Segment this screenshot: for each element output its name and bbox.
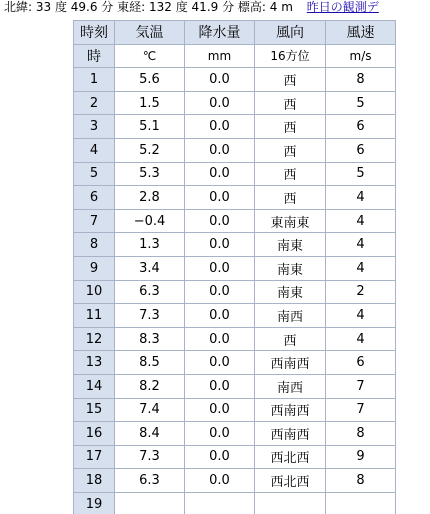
unit-precipitation: mm [185, 44, 255, 68]
cell-temperature: 8.4 [115, 422, 185, 446]
longitude-label: 東経: [117, 0, 146, 14]
cell-hour: 18 [74, 469, 115, 493]
table-row [74, 209, 396, 233]
unit-time: 時 [74, 44, 115, 68]
cell-temperature: 3.4 [115, 256, 185, 280]
cell-wind-direction: 西北西 [255, 469, 326, 493]
cell-hour: 5 [74, 162, 115, 186]
cell-precipitation: 0.0 [185, 91, 255, 115]
cell-temperature: 2.8 [115, 186, 185, 210]
longitude-value: 132 度 41.9 分 [149, 0, 235, 14]
cell-temperature: 1.5 [115, 91, 185, 115]
cell-precipitation: 0.0 [185, 68, 255, 92]
table-row [74, 374, 396, 398]
cell-wind-speed: 7 [326, 374, 396, 398]
cell-hour: 17 [74, 445, 115, 469]
cell-wind-speed: 5 [326, 162, 396, 186]
station-info-bar [4, 0, 379, 16]
cell-wind-direction: 西南西 [255, 351, 326, 375]
cell-wind-speed: 7 [326, 398, 396, 422]
table-row [74, 138, 396, 162]
cell-hour: 14 [74, 374, 115, 398]
altitude-value: 4 m [269, 0, 293, 14]
cell-wind-speed: 8 [326, 422, 396, 446]
cell-wind-direction [255, 492, 326, 514]
cell-wind-direction: 南西 [255, 304, 326, 328]
cell-wind-speed: 6 [326, 115, 396, 139]
cell-temperature: 6.3 [115, 469, 185, 493]
cell-wind-direction: 西北西 [255, 445, 326, 469]
table-row [74, 68, 396, 92]
header-temperature: 気温 [115, 21, 185, 45]
cell-precipitation [185, 492, 255, 514]
cell-wind-speed: 8 [326, 469, 396, 493]
cell-temperature: 8.2 [115, 374, 185, 398]
cell-wind-direction: 西 [255, 68, 326, 92]
unit-wind-direction: 16方位 [255, 44, 326, 68]
cell-precipitation: 0.0 [185, 115, 255, 139]
table-row [74, 422, 396, 446]
table-row [74, 115, 396, 139]
table-row [74, 280, 396, 304]
cell-wind-speed: 4 [326, 209, 396, 233]
cell-wind-direction: 西 [255, 138, 326, 162]
cell-precipitation: 0.0 [185, 280, 255, 304]
table-row [74, 492, 396, 514]
cell-hour: 12 [74, 327, 115, 351]
cell-hour: 11 [74, 304, 115, 328]
cell-wind-direction: 西 [255, 162, 326, 186]
table-header-row [74, 21, 396, 45]
cell-wind-speed: 9 [326, 445, 396, 469]
table-row [74, 91, 396, 115]
hourly-observation-table [73, 20, 396, 514]
cell-temperature: 6.3 [115, 280, 185, 304]
cell-hour: 8 [74, 233, 115, 257]
cell-precipitation: 0.0 [185, 162, 255, 186]
cell-temperature: 7.4 [115, 398, 185, 422]
cell-precipitation: 0.0 [185, 186, 255, 210]
cell-wind-direction: 南東 [255, 256, 326, 280]
cell-hour: 3 [74, 115, 115, 139]
cell-precipitation: 0.0 [185, 233, 255, 257]
latitude-value: 33 度 49.6 分 [35, 0, 114, 14]
cell-temperature: 1.3 [115, 233, 185, 257]
cell-temperature: 5.1 [115, 115, 185, 139]
cell-wind-speed: 2 [326, 280, 396, 304]
cell-hour: 7 [74, 209, 115, 233]
table-row [74, 398, 396, 422]
table-row [74, 256, 396, 280]
table-row [74, 162, 396, 186]
table-row [74, 445, 396, 469]
cell-wind-direction: 西南西 [255, 398, 326, 422]
cell-temperature [115, 492, 185, 514]
cell-hour: 19 [74, 492, 115, 514]
cell-hour: 10 [74, 280, 115, 304]
table-row [74, 186, 396, 210]
cell-wind-direction: 南東 [255, 233, 326, 257]
cell-precipitation: 0.0 [185, 138, 255, 162]
table-row [74, 469, 396, 493]
cell-hour: 15 [74, 398, 115, 422]
cell-temperature: 5.2 [115, 138, 185, 162]
cell-wind-direction: 西南西 [255, 422, 326, 446]
table-row [74, 304, 396, 328]
cell-precipitation: 0.0 [185, 209, 255, 233]
altitude-label: 標高: [237, 0, 266, 14]
cell-wind-speed [326, 492, 396, 514]
cell-precipitation: 0.0 [185, 304, 255, 328]
header-time: 時刻 [74, 21, 115, 45]
table-units-row [74, 44, 396, 68]
cell-hour: 9 [74, 256, 115, 280]
cell-precipitation: 0.0 [185, 398, 255, 422]
cell-precipitation: 0.0 [185, 445, 255, 469]
cell-wind-direction: 南東 [255, 280, 326, 304]
header-precipitation: 降水量 [185, 21, 255, 45]
latitude-label: 北緯: [4, 0, 33, 14]
cell-wind-direction: 南西 [255, 374, 326, 398]
cell-wind-speed: 4 [326, 327, 396, 351]
cell-wind-speed: 4 [326, 256, 396, 280]
previous-day-link[interactable]: 昨日の観測デ [306, 0, 379, 14]
cell-hour: 2 [74, 91, 115, 115]
header-wind-direction: 風向 [255, 21, 326, 45]
cell-precipitation: 0.0 [185, 351, 255, 375]
cell-temperature: −0.4 [115, 209, 185, 233]
cell-hour: 4 [74, 138, 115, 162]
table-row [74, 233, 396, 257]
cell-wind-speed: 8 [326, 68, 396, 92]
table-row [74, 327, 396, 351]
cell-precipitation: 0.0 [185, 256, 255, 280]
cell-hour: 13 [74, 351, 115, 375]
cell-wind-direction: 西 [255, 91, 326, 115]
cell-wind-direction: 西 [255, 327, 326, 351]
cell-wind-speed: 6 [326, 138, 396, 162]
cell-precipitation: 0.0 [185, 469, 255, 493]
cell-temperature: 8.3 [115, 327, 185, 351]
table-row [74, 351, 396, 375]
cell-wind-speed: 6 [326, 351, 396, 375]
cell-wind-speed: 5 [326, 91, 396, 115]
cell-wind-speed: 4 [326, 233, 396, 257]
unit-temperature: ℃ [115, 44, 185, 68]
cell-temperature: 7.3 [115, 304, 185, 328]
cell-temperature: 5.6 [115, 68, 185, 92]
cell-hour: 6 [74, 186, 115, 210]
cell-temperature: 7.3 [115, 445, 185, 469]
cell-precipitation: 0.0 [185, 327, 255, 351]
cell-wind-speed: 4 [326, 186, 396, 210]
unit-wind-speed: m/s [326, 44, 396, 68]
cell-temperature: 5.3 [115, 162, 185, 186]
cell-hour: 16 [74, 422, 115, 446]
header-wind-speed: 風速 [326, 21, 396, 45]
table-body [74, 68, 396, 514]
cell-wind-direction: 西 [255, 115, 326, 139]
cell-precipitation: 0.0 [185, 374, 255, 398]
cell-hour: 1 [74, 68, 115, 92]
cell-wind-direction: 西 [255, 186, 326, 210]
cell-wind-direction: 東南東 [255, 209, 326, 233]
cell-wind-speed: 4 [326, 304, 396, 328]
cell-temperature: 8.5 [115, 351, 185, 375]
cell-precipitation: 0.0 [185, 422, 255, 446]
